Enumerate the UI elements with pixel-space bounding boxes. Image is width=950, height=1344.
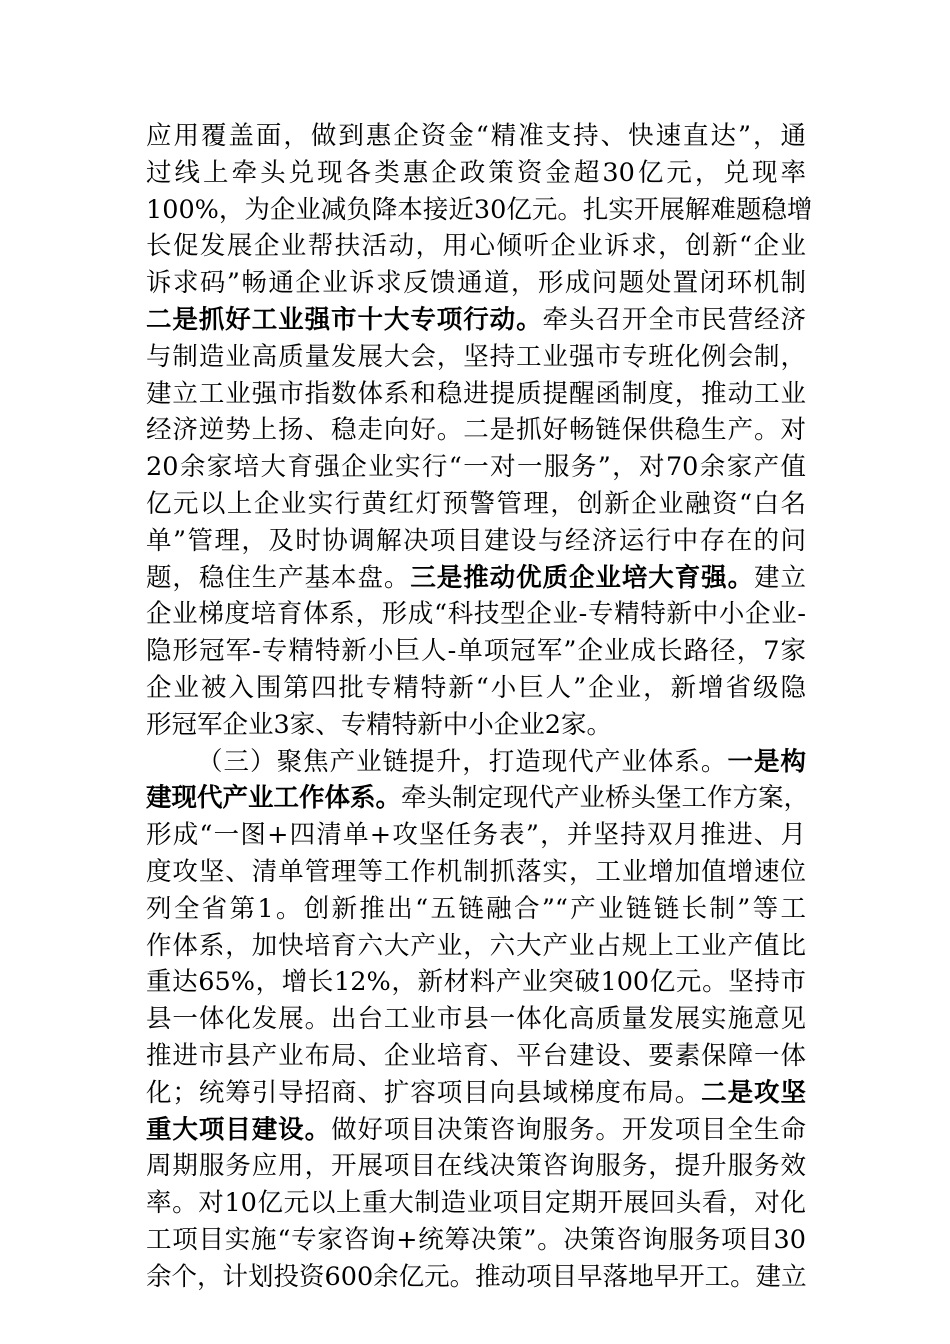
text-run: 工项目实施“专家咨询+统筹决策”。决策咨询服务项目30 — [146, 1224, 806, 1255]
text-line — [146, 155, 806, 192]
text-run: 企业被入围第四批专精特新“小巨人”企业，新增省级隐 — [146, 672, 806, 703]
text-run: 重达65%，增长12%，新材料产业突破100亿元。坚持市 — [146, 967, 806, 998]
text-run: 牵头召开全市民营经济 — [542, 304, 806, 335]
text-line — [146, 928, 806, 965]
text-line — [146, 560, 806, 597]
text-run: 单”管理，及时协调解决项目建设与经济运行中存在的问 — [146, 525, 806, 556]
text-run: 长促发展企业帮扶活动，用心倾听企业诉求，创新“企业 — [146, 231, 806, 262]
text-line — [146, 412, 806, 449]
text-run: 隐形冠军-专精特新小巨人-单项冠军”企业成长路径，7家 — [146, 636, 806, 667]
text-run: 度攻坚、清单管理等工作机制抓落实，工业增加值增速位 — [146, 856, 806, 887]
text-run: 率。对10亿元以上重大制造业项目定期开展回头看，对化 — [146, 1188, 806, 1219]
text-run: 应用覆盖面，做到惠企资金“精准支持、快速直达”，通 — [146, 121, 806, 151]
text-line — [146, 118, 806, 155]
text-run: 过线上牵头兑现各类惠企政策资金超30亿元，兑现率 — [146, 157, 806, 188]
text-run: 题，稳住生产基本盘。 — [146, 562, 411, 593]
text-line — [146, 633, 806, 670]
text-line — [146, 449, 806, 486]
text-run: 推进市县产业布局、企业培育、平台建设、要素保障一体 — [146, 1040, 806, 1071]
text-line — [146, 376, 806, 413]
text-line — [146, 854, 806, 891]
text-line — [146, 891, 806, 928]
text-line — [146, 964, 806, 1001]
text-line — [146, 1001, 806, 1038]
text-run: 作体系，加快培育六大产业，六大产业占规上工业产值比 — [146, 930, 806, 961]
text-run: 企业梯度培育体系，形成“科技型企业-专精特新中小企业- — [146, 599, 806, 630]
text-run: 列全省第1。创新推出“五链融合”“产业链链长制”等工 — [146, 893, 806, 924]
text-line — [146, 228, 806, 265]
text-run: 牵头制定现代产业桥头堡工作方案， — [401, 783, 810, 814]
bold-heading-run: 三是推动优质企业培大育强。 — [410, 562, 755, 593]
text-line — [146, 339, 806, 376]
text-line — [146, 302, 806, 339]
text-run: 做好项目决策咨询服务。开发项目全生命 — [331, 1114, 806, 1145]
bold-heading-run: 建现代产业工作体系。 — [146, 783, 402, 814]
text-run: 形冠军企业3家、专精特新中小企业2家。 — [146, 709, 612, 740]
text-run: 建立工业强市指数体系和稳进提质提醒函制度，推动工业 — [146, 378, 806, 409]
text-line — [146, 670, 806, 707]
text-run: 100%，为企业减负降本接近30亿元。扎实开展解难题稳增 — [146, 194, 813, 225]
text-line — [146, 1185, 806, 1222]
text-line — [146, 1038, 806, 1075]
text-run: 亿元以上企业实行黄红灯预警管理，创新企业融资“白名 — [146, 488, 806, 519]
text-run: 经济逆势上扬、稳走向好。二是抓好畅链保供稳生产。对 — [146, 415, 806, 446]
text-line — [146, 1112, 806, 1149]
text-run: 周期服务应用，开展项目在线决策咨询服务，提升服务效 — [146, 1151, 806, 1182]
bold-heading-run: 一是构 — [727, 746, 806, 777]
text-run: 建立 — [754, 562, 806, 593]
bold-heading-run: 二是抓好工业强市十大专项行动。 — [146, 304, 543, 335]
text-run: 诉求码”畅通企业诉求反馈通道，形成问题处置闭环机制 — [146, 268, 806, 299]
text-run: 化；统筹引导招商、扩容项目向县域梯度布局。 — [146, 1077, 702, 1108]
text-line — [146, 596, 806, 633]
text-line — [146, 707, 806, 744]
text-line — [146, 486, 806, 523]
text-line — [146, 817, 806, 854]
text-line — [146, 780, 810, 817]
text-run: 形成“一图+四清单+攻坚任务表”，并坚持双月推进、月 — [146, 820, 806, 851]
bold-heading-run: 重大项目建设。 — [146, 1114, 332, 1145]
text-run: 县一体化发展。出台工业市县一体化高质量发展实施意见 — [146, 1004, 806, 1035]
text-line — [146, 1259, 806, 1296]
text-line — [146, 1075, 806, 1112]
section-heading: （三）聚焦产业链提升，打造现代产业体系。 — [197, 746, 728, 777]
text-run: 余个，计划投资600余亿元。推动项目早落地早开工。建立 — [146, 1261, 807, 1292]
text-line — [146, 523, 806, 560]
section-heading-line — [146, 744, 806, 781]
bold-heading-run: 二是攻坚 — [701, 1077, 806, 1108]
text-line — [146, 265, 806, 302]
text-run: 与制造业高质量发展大会，坚持工业强市专班化例会制， — [146, 341, 806, 372]
body-text — [146, 118, 813, 1296]
text-line — [146, 192, 813, 229]
text-line — [146, 1222, 806, 1259]
text-line — [146, 1148, 806, 1185]
text-run: 20余家培大育强企业实行“一对一服务”，对70余家产值 — [146, 452, 806, 483]
